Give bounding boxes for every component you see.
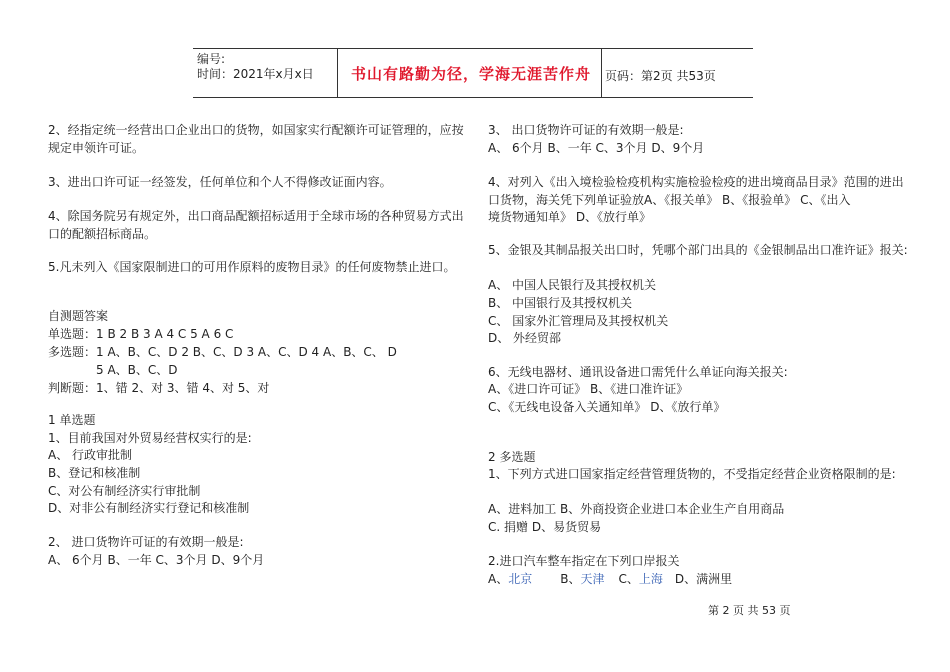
question-4-line-3: 境货物通知单》 D、《放行单》 [488,210,652,224]
option-c-prefix: C、 [618,572,639,586]
motto: 书山有路勤为径，学海无涯苦作舟 [350,65,591,83]
question-6: 6、无线电器材、通讯设备进口需凭什么单证向海关报关: [488,365,788,379]
question-1-option-d: D、对非公有制经济实行登记和核准制 [48,501,250,515]
question-5-option-d: D、 外经贸部 [488,331,562,345]
single-choice-answers: 单选题：1 B 2 B 3 A 4 C 5 A 6 C [48,327,234,341]
question-2-options: A、 6个月 B、一年 C、3个月 D、9个月 [48,553,265,567]
statement-3: 3、进出口许可证一经签发，任何单位和个人不得修改证面内容。 [48,175,392,189]
statement-4-line-1: 4、除国务院另有规定外，出口商品配额招标适用于全球市场的各种贸易方式出 [48,209,464,223]
question-1-option-a: A、 行政审批制 [48,448,133,462]
page-number-footer: 第 2 页 共 53 页 [708,604,791,617]
multi-question-1: 1、下列方式进口国家指定经营管理货物的，不受指定经营企业资格限制的是: [488,467,896,481]
section-single-choice-title: 1 单选题 [48,413,96,427]
time-label: 时间：2021年x月x日 [197,67,314,81]
statement-4-line-2: 口的配额招标商品。 [48,227,157,241]
multi-question-2-options [488,571,732,587]
multi-question-2: 2.进口汽车整车指定在下列口岸报关 [488,554,680,568]
question-5-option-c: C、 国家外汇管理局及其授权机关 [488,314,669,328]
question-2: 2、 进口货物许可证的有效期一般是: [48,535,244,549]
question-3: 3、 出口货物许可证的有效期一般是: [488,123,684,137]
question-5: 5、金银及其制品报关出口时，凭哪个部门出具的《金银制品出口准许证》报关: [488,243,908,257]
question-4-line-1: 4、对列入《出入境检验检疫机构实施检验检疫的进出境商品目录》范围的进出 [488,175,904,189]
option-b-city: 天津 [580,572,605,586]
question-1-option-c: C、对公有制经济实行审批制 [48,484,201,498]
section-multi-choice-title: 2 多选题 [488,450,536,464]
header-divider [601,49,602,97]
question-6-options-ab: A、《进口许可证》 B、《进口准许证》 [488,382,689,396]
multi-choice-answers-line-2: 5 A、B、C、D [96,363,178,377]
question-4-line-2: 口货物，海关凭下列单证验放A、《报关单》 B、《报验单》 C、《出入 [488,193,851,207]
question-1: 1、目前我国对外贸易经营权实行的是: [48,431,252,445]
judgement-answers: 判断题：1、错 2、对 3、错 4、对 5、对 [48,381,270,395]
question-5-option-a: A、 中国人民银行及其授权机关 [488,278,657,292]
option-a-prefix: A、 [488,572,509,586]
question-6-options-cd: C、《无线电设备入关通知单》 D、《放行单》 [488,400,726,414]
header-divider [337,49,338,97]
answers-title: 自测题答案 [48,309,109,323]
question-5-option-b: B、 中国银行及其授权机关 [488,296,633,310]
option-d: D、满洲里 [674,572,733,586]
question-1-option-b: B、登记和核准制 [48,466,141,480]
page-code: 页码：第2页 共53页 [605,69,716,83]
question-3-options: A、 6个月 B、一年 C、3个月 D、9个月 [488,141,705,155]
multi-question-1-options-ab: A、进料加工 B、外商投资企业进口本企业生产自用商品 [488,502,785,516]
multi-question-1-options-cd: C. 捐赠 D、易货贸易 [488,520,602,534]
page-header [193,48,753,98]
statement-2-line-1: 2、经指定统一经营出口企业出口的货物，如国家实行配额许可证管理的，应按 [48,123,464,137]
option-b-prefix: B、 [560,572,581,586]
statement-5: 5.凡未列入《国家限制进口的可用作原料的废物目录》的任何废物禁止进口。 [48,260,456,274]
multi-choice-answers-line-1: 多选题：1 A、B、C、D 2 B、C、D 3 A、C、D 4 A、B、C、 D [48,345,397,359]
statement-2-line-2: 规定申领许可证。 [48,141,145,155]
option-a-city: 北京 [508,572,533,586]
document-number-label: 编号: [197,52,226,66]
option-c-city: 上海 [638,572,663,586]
